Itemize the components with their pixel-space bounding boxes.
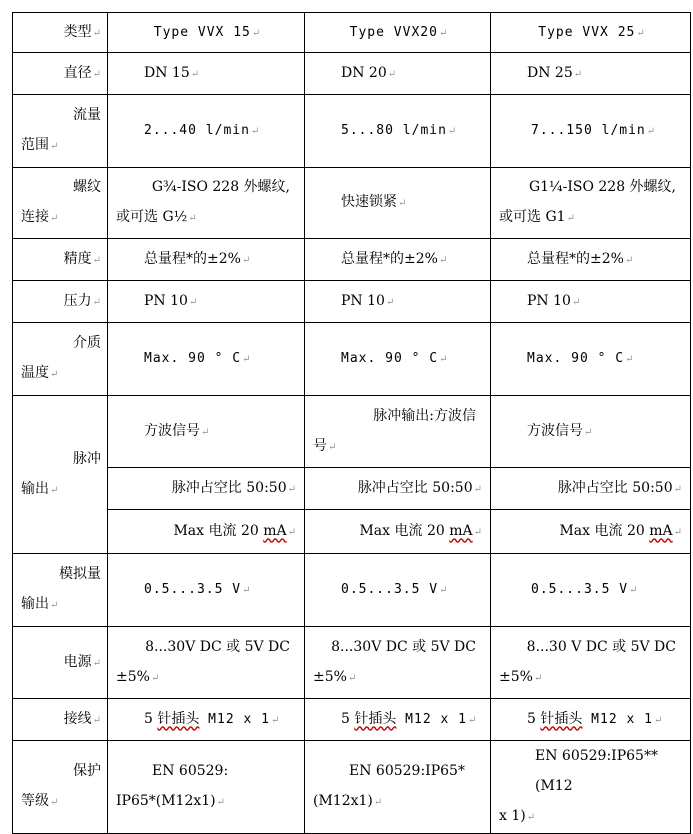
table-row-medium-temperature [13,323,691,396]
value-cell: 5 针插头 M12 x 1↵ [491,699,691,741]
table-row-thread-connection [13,168,691,239]
value-cell: 总量程*的±2%↵ [108,239,305,281]
value-cell: 脉冲输出:方波信 号↵ [305,396,491,468]
value-cell: PN 10↵ [305,281,491,323]
table-row-power-supply [13,627,691,699]
value-cell: 快速锁紧↵ [305,168,491,239]
value-cell: Type VVX 25↵ [491,13,691,53]
label-cell: 模拟量 输出↵ [13,554,108,627]
value-cell: PN 10↵ [108,281,305,323]
spec-table [12,12,691,834]
value-cell: G1¼-ISO 228 外螺纹, 或可选 G1↵ [491,168,691,239]
label-cell: 保护 等级↵ [13,741,108,834]
value-cell: 0.5...3.5 V↵ [108,554,305,627]
value-cell: 2...40 l/min↵ [108,95,305,168]
value-cell: DN 20↵ [305,53,491,95]
table-row-pulse-max-current [13,510,691,554]
label-cell: 精度↵ [13,239,108,281]
label-cell: 电源↵ [13,627,108,699]
table-row-protection-class [13,741,691,834]
value-cell: Type VVX20↵ [305,13,491,53]
value-cell: 7...150 l/min↵ [491,95,691,168]
value-cell: 脉冲占空比 50:50↵ [305,468,491,510]
label-cell: 直径↵ [13,53,108,95]
label-cell: 类型↵ [13,13,108,53]
value-cell: DN 15↵ [108,53,305,95]
label-cell: 介质 温度↵ [13,323,108,396]
label-cell: 压力↵ [13,281,108,323]
value-cell: 方波信号↵ [108,396,305,468]
table-row-analog-output [13,554,691,627]
value-cell: 5 针插头 M12 x 1↵ [305,699,491,741]
value-cell: 8...30V DC 或 5V DC ±5%↵ [305,627,491,699]
value-cell: 5 针插头 M12 x 1↵ [108,699,305,741]
table-row-flow-range [13,95,691,168]
value-cell: 0.5...3.5 V↵ [305,554,491,627]
table-row-pressure [13,281,691,323]
value-cell: EN 60529:IP65** (M12 x 1)↵ [491,741,691,834]
value-cell: 总量程*的±2%↵ [305,239,491,281]
value-cell: 脉冲占空比 50:50↵ [108,468,305,510]
table-row-pulse-output [13,396,691,468]
table-row-pulse-duty-cycle [13,468,691,510]
value-cell: Max 电流 20 mA↵ [305,510,491,554]
table-row-wiring [13,699,691,741]
value-cell: Max. 90 ° C↵ [305,323,491,396]
table-row-accuracy [13,239,691,281]
table-row-type [13,13,691,53]
value-cell: Max. 90 ° C↵ [108,323,305,396]
value-cell: 总量程*的±2%↵ [491,239,691,281]
label-cell: 流量 范围↵ [13,95,108,168]
table-row-diameter [13,53,691,95]
value-cell: PN 10↵ [491,281,691,323]
value-cell: 8...30 V DC 或 5V DC ±5%↵ [491,627,691,699]
value-cell: DN 25↵ [491,53,691,95]
label-cell: 螺纹 连接↵ [13,168,108,239]
value-cell: 5...80 l/min↵ [305,95,491,168]
value-cell: Max 电流 20 mA↵ [491,510,691,554]
value-cell: 脉冲占空比 50:50↵ [491,468,691,510]
value-cell: Max. 90 ° C↵ [491,323,691,396]
label-cell: 接线↵ [13,699,108,741]
value-cell: 方波信号↵ [491,396,691,468]
value-cell: 8...30V DC 或 5V DC ±5%↵ [108,627,305,699]
value-cell: Type VVX 15↵ [108,13,305,53]
value-cell: Max 电流 20 mA↵ [108,510,305,554]
value-cell: 0.5...3.5 V↵ [491,554,691,627]
label-cell: 脉冲 输出↵ [13,396,108,554]
value-cell: G¾-ISO 228 外螺纹, 或可选 G½↵ [108,168,305,239]
value-cell: EN 60529: IP65*(M12x1)↵ [108,741,305,834]
value-cell: EN 60529:IP65* (M12x1)↵ [305,741,491,834]
